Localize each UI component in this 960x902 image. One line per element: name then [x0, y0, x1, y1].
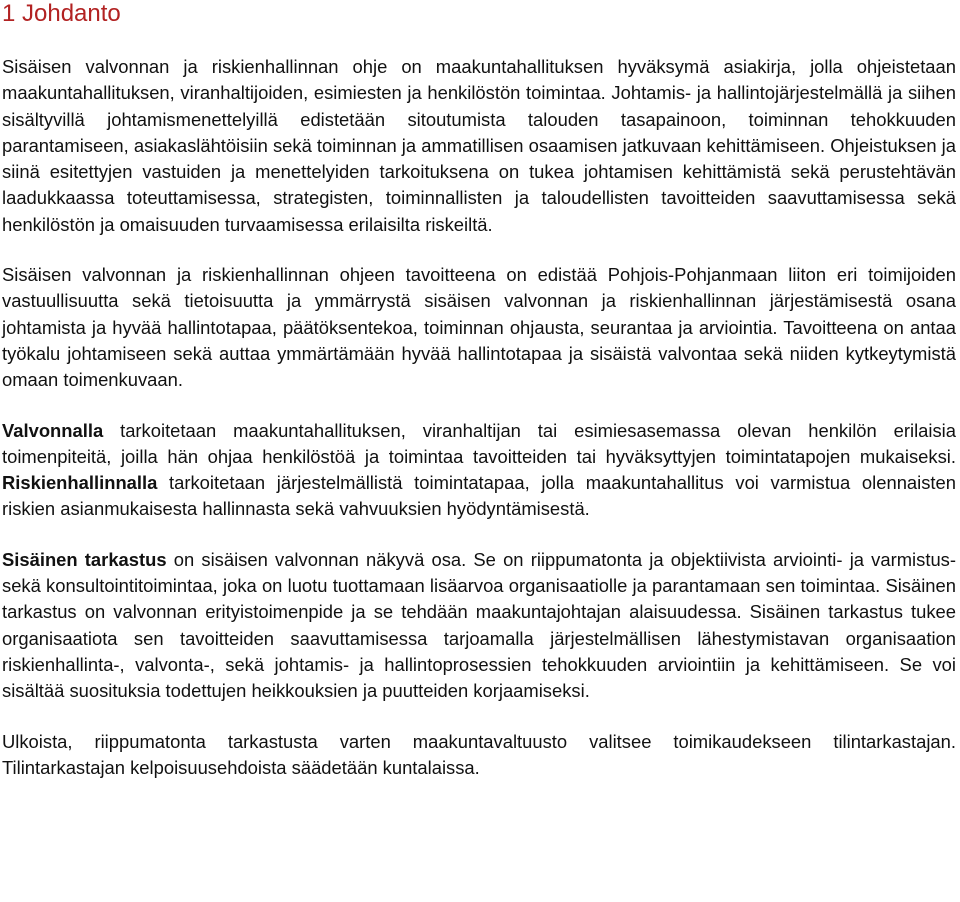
paragraph-objective: Sisäisen valvonnan ja riskienhallinnan ohjeen tavoitteena on edistää Pohjois-Pohjanmaan liiton eri toimijoiden vastuullisuutta sekä tietoisuutta ja ymmärrystä sisäisen valvonnan ja riskienhallinnan järjestämisestä osana johtamista ja hyvää hallintotapaa, päätöksentekoa, toiminnan ohjausta, seurantaa ja arviointia. Tavoitteena on antaa työkalu johtamiseen sekä auttaa ymmärtämään hyvää hallintotapaa ja sisäistä valvontaa sekä niiden kytkeytymistä omaan toimenkuvaan.: [2, 264, 956, 391]
document-page: [2, 0, 956, 781]
definition-sisainen-tarkastus: on sisäisen valvonnan näkyvä osa. Se on riippumatonta ja objektiivista arviointi- ja varmistus- sekä konsultointitoimintaa, joka on luotu tuottamaan lisäarvoa organisaatiolle ja parantamaan sen toimintaa. Sisäinen tarkastus on valvonnan erityistoimenpide ja se tehdään maakuntajohtajan alaisuudessa. Sisäinen tarkastus tukee organisaatiota sen tavoitteiden saavuttamisessa tarjoamalla järjestelmällisen lähestymistavan organisaation riskienhallinta-, valvonta-, sekä johtamis- ja hallintoprosessien tehokkuuden arviointiin ja kehittämiseen. Se voi sisältää suosituksia todettujen heikkouksien ja puutteiden korjaamiseksi.: [2, 548, 956, 702]
term-riskienhallinnalla: Riskienhallinnalla: [2, 472, 158, 494]
paragraph-definitions: [2, 418, 956, 523]
paragraph-external-audit: Ulkoista, riippumatonta tarkastusta varten maakuntavaltuusto valitsee toimikaudekseen tilintarkastajan. Tilintarkastajan kelpoisuusehdoista säädetään kuntalaissa.: [2, 730, 956, 778]
definition-riskienhallinnalla: tarkoitetaan järjestelmällistä toimintatapaa, jolla maakuntahallitus voi varmistua olennaisten riskien asianmukaisesta hallinnasta sekä vahvuuksien hyödyntämisestä.: [2, 472, 956, 520]
paragraph-internal-audit: [2, 547, 956, 705]
section-heading: 1 Johdanto: [2, 0, 121, 27]
paragraph-introduction: Sisäisen valvonnan ja riskienhallinnan ohje on maakuntahallituksen hyväksymä asiakirja, jolla ohjeistetaan maakuntahallituksen, viranhaltijoiden, esimiesten ja henkilöstön toimintaa. Johtamis- ja hallintojärjestelmällä ja siihen sisältyvillä johtamismenettelyillä edistetään sitoutumista talouden tasapainoon, toiminnan tehokkuuden parantamiseen, asiakaslähtöisiin sekä toiminnan ja ammatillisen osaamisen jatkuvaan kehittämiseen. Ohjeistuksen ja siinä esitettyjen vastuiden ja menettelyiden tarkoituksena on tukea johtamisen kehittämistä sekä perustehtävän laadukkaassa toteuttamisessa, strategisten, toiminnallisten ja taloudellisten tavoitteiden saavuttamisessa sekä henkilöstön ja omaisuuden turvaamisessa erilaisilta riskeiltä.: [2, 56, 956, 235]
term-valvonnalla: Valvonnalla: [2, 419, 104, 441]
definition-valvonnalla: tarkoitetaan maakuntahallituksen, viranhaltijan tai esimiesasemassa olevan henkilön erilaisia toimenpiteitä, joilla hän ohjaa henkilöstöä ja toimintaa tavoitteiden tai hyväksyttyjen toimintatapojen mukaiseksi.: [2, 419, 956, 467]
term-sisainen-tarkastus: Sisäinen tarkastus: [2, 548, 167, 570]
